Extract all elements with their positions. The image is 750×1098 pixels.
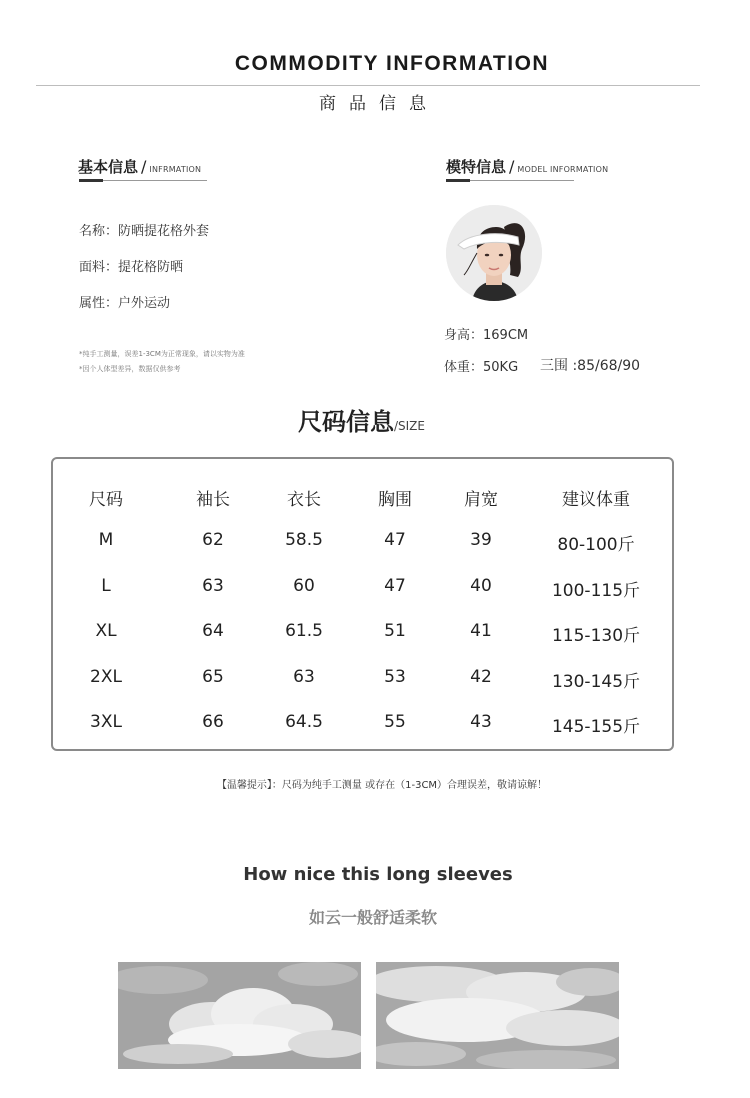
size-header-cell: 肩宽 (464, 490, 498, 510)
cloud-left-icon (118, 962, 361, 1069)
measure-note: *纯手工测量，误差1-3CM为正常现象，请以实物为准 (79, 350, 245, 358)
size-table-cell: 145-155斤 (551, 717, 641, 737)
size-table-cell: 80-100斤 (557, 535, 635, 555)
size-table-cell: M (98, 530, 114, 550)
model-avatar (446, 205, 542, 301)
size-table-cell: 64.5 (285, 712, 323, 732)
basic-info-slash: / (141, 157, 147, 176)
model-measurements: 三围 :85/68/90 (540, 358, 641, 374)
cloud-right-icon (376, 962, 619, 1069)
size-tip: 【温馨提示】：尺码为纯手工测量 或存在（1-3CM）合理误差，敬请谅解！ (216, 780, 548, 791)
cloud-image-right (376, 962, 619, 1069)
size-table-cell: 47 (384, 530, 406, 550)
size-table-cell: 115-130斤 (551, 626, 641, 646)
size-table-cell: 60 (293, 576, 315, 596)
size-header-cell: 袖长 (196, 490, 230, 510)
size-table-cell: 43 (470, 712, 492, 732)
size-title (0, 402, 723, 437)
size-table-cell: 62 (202, 530, 224, 550)
size-header-cell: 建议体重 (562, 490, 630, 510)
size-table-cell: 58.5 (285, 530, 323, 550)
size-table-cell: L (101, 576, 111, 596)
size-table-cell: 64 (202, 621, 224, 641)
model-info-accent-bar (446, 179, 470, 182)
size-table (51, 457, 674, 751)
feature-title-en: How nice this long sleeves (243, 864, 513, 885)
size-title-subtitle: /SIZE (393, 419, 425, 433)
cloud-image-left (118, 962, 361, 1069)
size-table-cell: 3XL (90, 712, 122, 732)
size-title-text: 尺码信息 (297, 408, 394, 436)
info-attribute: 属性：户外运动 (79, 296, 171, 311)
header-title-cn: 商品信息 (319, 94, 439, 114)
basic-info-title-text: 基本信息 (78, 158, 139, 176)
model-portrait-icon (446, 205, 542, 301)
size-table-cell: 66 (202, 712, 224, 732)
size-table-cell: 2XL (90, 667, 122, 687)
size-table-cell: 55 (384, 712, 406, 732)
size-header-cell: 胸围 (378, 490, 412, 510)
size-table-cell: 61.5 (285, 621, 323, 641)
size-table-cell: 53 (384, 667, 406, 687)
size-table-cell: 47 (384, 576, 406, 596)
size-table-cell: 42 (470, 667, 492, 687)
info-fabric: 面料：提花格防晒 (79, 260, 184, 275)
model-weight: 体重：50KG (444, 360, 519, 375)
basic-info-accent-bar (79, 179, 103, 182)
model-info-title (446, 156, 608, 177)
model-info-title-text: 模特信息 (446, 158, 507, 176)
basic-info-subtitle: INFRMATION (149, 165, 202, 174)
body-type-note: *因个人体型差异，数据仅供参考 (79, 365, 181, 373)
size-table-cell: 100-115斤 (551, 581, 641, 601)
size-table-cell: 130-145斤 (551, 672, 641, 692)
size-table-cell: 41 (470, 621, 492, 641)
size-table-cell: 39 (470, 530, 492, 550)
feature-title-cn: 如云一般舒适柔软 (308, 908, 437, 927)
info-name: 名称：防晒提花格外套 (79, 224, 210, 239)
size-table-cell: 63 (293, 667, 315, 687)
basic-info-title (78, 156, 201, 177)
size-table-cell: XL (95, 621, 117, 641)
size-header-cell: 尺码 (89, 490, 123, 510)
model-info-subtitle: MODEL INFORMATION (517, 165, 609, 174)
header-divider (36, 85, 700, 86)
model-info-slash: / (509, 157, 515, 176)
size-table-cell: 63 (202, 576, 224, 596)
size-table-cell: 51 (384, 621, 406, 641)
size-table-cell: 40 (470, 576, 492, 596)
size-header-cell: 衣长 (287, 490, 321, 510)
size-table-cell: 65 (202, 667, 224, 687)
header-title-en: COMMODITY INFORMATION (234, 52, 550, 75)
model-height: 身高：169CM (444, 328, 529, 343)
